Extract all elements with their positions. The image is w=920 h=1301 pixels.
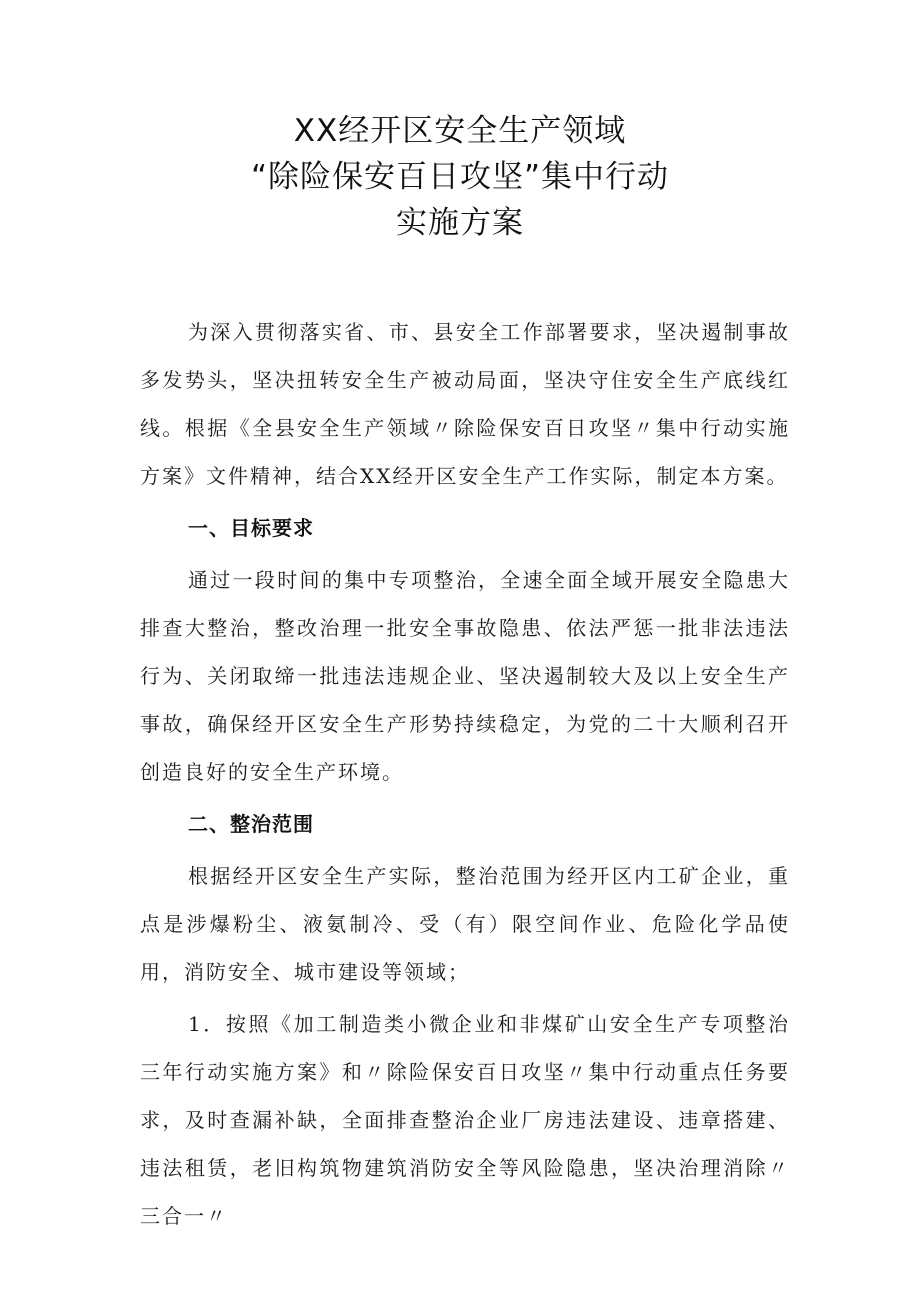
section-heading-scope: 二、整治范围	[188, 812, 314, 836]
document-title	[0, 108, 920, 246]
title-line-2: “除险保安百日攻坚”集中行动	[250, 159, 670, 195]
goals-paragraph: 通过一段时间的集中专项整治，全速全面全域开展安全隐患大排查大整治，整改治理一批安全事故隐患、依法严惩一批非法违法行为、关闭取缔一批违法违规企业、坚决遏制较大及以上安全生产事故，确保经开区安全生产形势持续稳定，为党的二十大顺利召开创造良好的安全生产环境。	[140, 568, 790, 784]
title-line-1: XX经开区安全生产领域	[293, 113, 627, 149]
intro-paragraph: 为深入贯彻落实省、市、县安全工作部署要求，坚决遏制事故多发势头，坚决扭转安全生产被动局面，坚决守住安全生产底线红线。根据《全县安全生产领域〃除险保安百日攻坚〃集中行动实施方案》文件精神，结合XX经开区安全生产工作实际，制定本方案。	[140, 320, 790, 488]
scope-paragraph: 根据经开区安全生产实际，整治范围为经开区内工矿企业，重点是涉爆粉尘、液氨制冷、受（有）限空间作业、危险化学品使用，消防安全、城市建设等领域；	[140, 864, 790, 984]
section-heading-goals: 一、目标要求	[188, 516, 314, 540]
scope-item-1: 1．按照《加工制造类小微企业和非煤矿山安全生产专项整治三年行动实施方案》和〃除险保安百日攻坚〃集中行动重点任务要求，及时查漏补缺，全面排查整治企业厂房违法建设、违章搭建、违法租赁，老旧构筑物建筑消防安全等风险隐患，坚决治理消除〃三合一〃	[140, 1012, 790, 1228]
document-body	[140, 308, 790, 1240]
title-line-3: 实施方案	[396, 205, 524, 241]
